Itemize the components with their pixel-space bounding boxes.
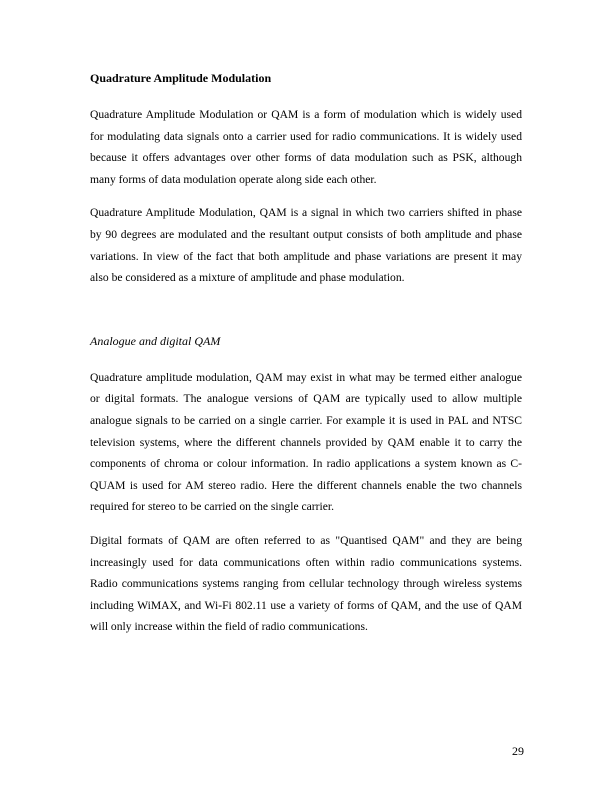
intro-paragraph-1: Quadrature Amplitude Modulation or QAM is a form of modulation which is widely used for modulating data signals onto a carrier used for radio communications. It is widely used because it offers advantages over other forms of data modulation such as PSK, although many forms of data modulation operate along side each other. [90,108,522,186]
page-content [90,70,522,650]
section-spacer [90,301,522,333]
section-paragraph-1: Quadrature amplitude modulation, QAM may exist in what may be termed either analogue or digital formats. The analogue versions of QAM are typically used to allow multiple analogue signals to be carried on a single carrier. For example it is used in PAL and NTSC television systems, where the different channels provided by QAM enable it to carry the components of chroma or colour information. In radio applications a system known as C-QUAM is used for AM stereo radio. Here the different channels enable the two channels required for stereo to be carried on the single carrier. [90,370,522,514]
page-number: 29 [512,744,524,758]
subsection-heading: Analogue and digital QAM [90,333,221,348]
intro-paragraph-2: Quadrature Amplitude Modulation, QAM is a signal in which two carriers shifted in phase by 90 degrees are modulated and the resultant output consists of both amplitude and phase variations. In view of the fact that both amplitude and phase variations are present it may also be considered as a mixture of amplitude and phase modulation. [90,206,522,285]
section-heading: Quadrature Amplitude Modulation [90,71,272,85]
section-paragraph-2: Digital formats of QAM are often referred to as "Quantised QAM" and they are being increasingly used for data communications often within radio communications systems. Radio communications systems ranging from cellular technology through wireless systems including WiMAX, and Wi-Fi 802.11 use a variety of forms of QAM, and the use of QAM will only increase within the field of radio communications. [90,533,522,634]
